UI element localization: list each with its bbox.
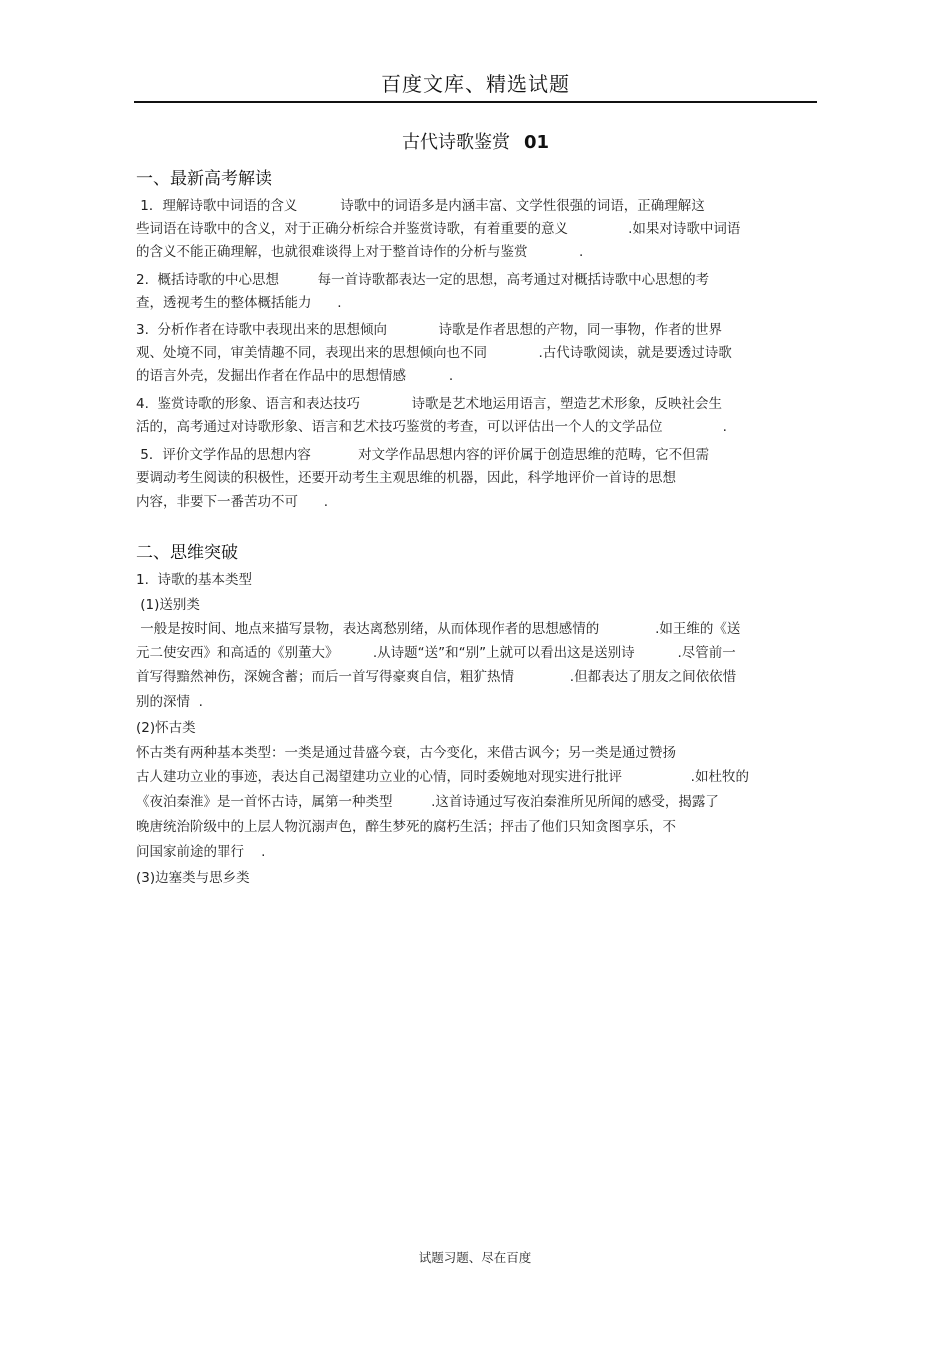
document-title <box>134 128 817 154</box>
paragraph-line: 问国家前途的罪行 . <box>136 844 266 860</box>
page-footer: 试题习题、尽在百度 <box>418 1250 532 1265</box>
paragraph-line: 查，透视考生的整体概括能力 . <box>136 295 342 311</box>
section-heading-thinking: 二、思维突破 <box>136 543 238 563</box>
paragraph-line: 要调动考生阅读的积极性，还要开动考生主观思维的机器，因此，科学地评价一首诗的思想 <box>136 470 676 486</box>
paragraph-line: 别的深情 . <box>136 694 203 710</box>
page-header-title: 百度文库、精选试题 <box>381 72 570 96</box>
paragraph-line: 3. 分析作者在诗歌中表现出来的思想倾向 诗歌是作者思想的产物，同一事物，作者的世界 <box>136 322 722 338</box>
paragraph-line: 怀古类有两种基本类型：一类是通过昔盛今衰，古今变化，来借古讽今；另一类是通过赞扬 <box>136 745 676 761</box>
paragraph-line: 1．理解诗歌中词语的含义 诗歌中的词语多是内涵丰富、文学性很强的词语，正确理解这 <box>136 198 705 214</box>
paragraph-line: 5．评价文学作品的思想内容 对文学作品思想内容的评价属于创造思维的范畴，它不但需 <box>136 447 710 463</box>
paragraph-line: 观、处境不同，审美情趣不同，表现出来的思想倾向也不同 .古代诗歌阅读，就是要透过诗歌 <box>136 345 732 361</box>
document-title-text: 古代诗歌鉴赏 <box>401 132 510 153</box>
paragraph-line: 晚唐统治阶级中的上层人物沉溺声色，醉生梦死的腐朽生活；抨击了他们只知贪图享乐，不 <box>136 819 676 835</box>
paragraph-line: 2. 概括诗歌的中心思想 每一首诗歌都表达一定的思想，高考通过对概括诗歌中心思想的考 <box>136 272 710 288</box>
paragraph-line: 《夜泊秦淮》是一首怀古诗，属第一种类型 .这首诗通过写夜泊秦淮所见所闻的感受，揭露了 <box>136 794 719 810</box>
paragraph-line: 内容，非要下一番苦功不可 . <box>136 494 329 510</box>
paragraph-line: (2)怀古类 <box>136 720 196 736</box>
paragraph-line: 首写得黯然神伤，深婉含蓄；而后一首写得豪爽自信，粗犷热情 .但都表达了朋友之间依依惜 <box>136 669 737 685</box>
section-heading-latest-exam: 一、最新高考解读 <box>136 169 272 189</box>
paragraph-line: 1. 诗歌的基本类型 <box>136 572 252 588</box>
document-number: 01 <box>523 132 550 153</box>
paragraph-line: 些词语在诗歌中的含义，对于正确分析综合并鉴赏诗歌，有着重要的意义 .如果对诗歌中词语 <box>136 221 741 237</box>
paragraph-line: 活的，高考通过对诗歌形象、语言和艺术技巧鉴赏的考查，可以评估出一个人的文学品位 . <box>136 419 727 435</box>
paragraph-line: 的含义不能正确理解，也就很难谈得上对于整首诗作的分析与鉴赏 . <box>136 244 584 260</box>
paragraph-line: (3)边塞类与思乡类 <box>136 870 250 886</box>
paragraph-line: (1)送别类 <box>136 597 200 613</box>
paragraph-line: 元二使安西》和高适的《别董大》 .从诗题“送”和“别”上就可以看出这是送别诗 .尽管前一 <box>136 645 736 661</box>
header-divider <box>134 101 817 103</box>
paragraph-line: 古人建功立业的事迹，表达自己渴望建功立业的心情，同时委婉地对现实进行批评 .如杜牧的 <box>136 769 749 785</box>
paragraph-line: 一般是按时间、地点来描写景物，表达离愁别绪，从而体现作者的思想感情的 .如王维的《送 <box>136 621 741 637</box>
paragraph-line: 4. 鉴赏诗歌的形象、语言和表达技巧 诗歌是艺术地运用语言，塑造艺术形象，反映社会生 <box>136 396 722 412</box>
paragraph-line: 的语言外壳，发掘出作者在作品中的思想情感 . <box>136 368 454 384</box>
